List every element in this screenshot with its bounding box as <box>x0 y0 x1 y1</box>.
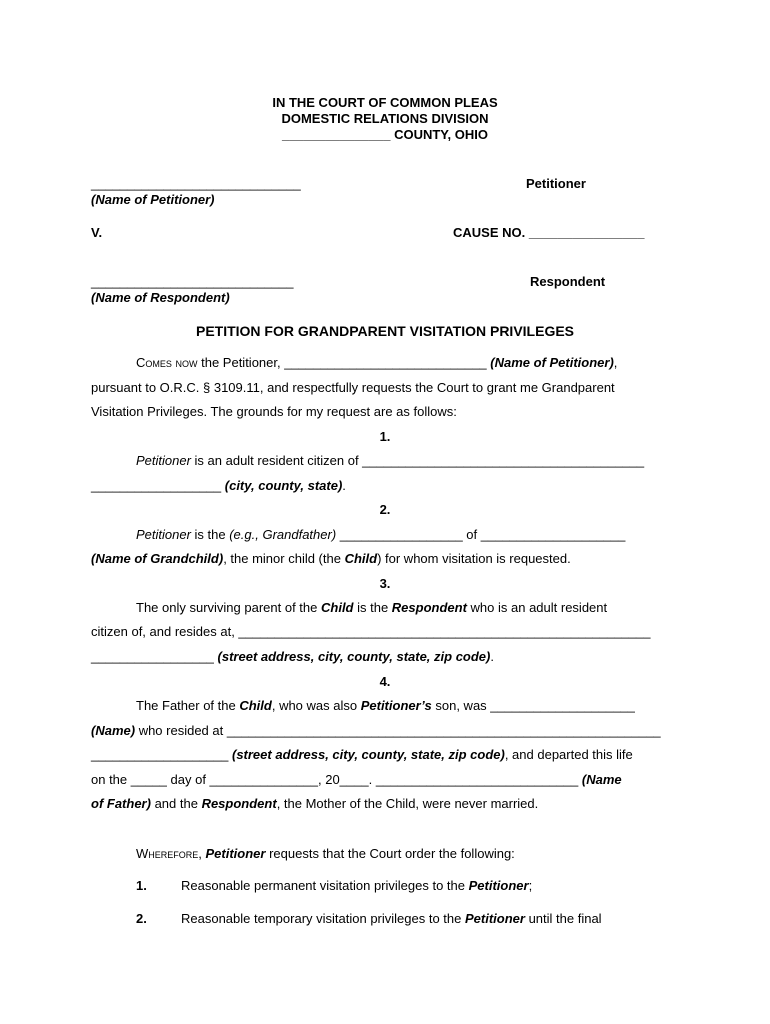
versus-label: V. <box>91 225 103 240</box>
respondent-name-line: ____________________________ <box>91 274 294 289</box>
section-3-line-3: _________________ (street address, city, county, state, zip code). <box>91 649 494 664</box>
section-2-line-2: (Name of Grandchild), the minor child (the Child) for whom visitation is requested. <box>91 551 571 566</box>
intro-line-3: Visitation Privileges. The grounds for my request are as follows: <box>91 404 457 419</box>
section-1-number: 1. <box>379 429 391 444</box>
section-2-number: 2. <box>379 502 391 517</box>
section-2-line-1: Petitioner is the (e.g., Grandfather) _________________ of ____________________ <box>136 527 626 542</box>
section-4-line-2: (Name) who resided at ____________________________________________________________ <box>91 723 661 738</box>
section-1-line-2: __________________ (city, county, state). <box>91 478 346 493</box>
cause-number: CAUSE NO. ________________ <box>453 225 645 240</box>
intro-line-1: Comes now the Petitioner, ____________________________ (Name of Petitioner), <box>136 355 618 370</box>
section-4-line-3: ___________________ (street address, city, county, state, zip code), and departed this life <box>91 747 633 762</box>
respondent-label: Respondent <box>530 274 606 289</box>
order-1-number: 1. <box>136 878 147 893</box>
wherefore-clause: Wherefore, Petitioner requests that the Court order the following: <box>136 846 515 861</box>
section-1-line-1: Petitioner is an adult resident citizen of _______________________________________ <box>136 453 645 468</box>
petitioner-name-line: _____________________________ <box>91 176 301 191</box>
court-name: IN THE COURT OF COMMON PLEAS <box>272 95 498 110</box>
section-4-line-1: The Father of the Child, who was also Petitioner’s son, was ____________________ <box>136 698 635 713</box>
petitioner-name-hint: (Name of Petitioner) <box>91 192 215 207</box>
court-county: _______________ COUNTY, OHIO <box>282 127 488 142</box>
section-3-number: 3. <box>379 576 391 591</box>
court-division: DOMESTIC RELATIONS DIVISION <box>281 111 489 126</box>
section-3-line-2: citizen of, and resides at, _________________________________________________________ <box>91 624 651 639</box>
section-3-line-1: The only surviving parent of the Child is the Respondent who is an adult resident <box>136 600 608 615</box>
order-2-text: Reasonable temporary visitation privileges to the Petitioner until the final <box>181 911 602 926</box>
document-title: PETITION FOR GRANDPARENT VISITATION PRIVILEGES <box>195 323 575 339</box>
respondent-name-hint: (Name of Respondent) <box>91 290 230 305</box>
intro-line-2: pursuant to O.R.C. § 3109.11, and respectfully requests the Court to grant me Grandparent <box>91 380 615 395</box>
section-4-line-4: on the _____ day of _______________, 20____. ____________________________ (Name <box>91 772 622 787</box>
petitioner-label: Petitioner <box>526 176 586 191</box>
order-2-number: 2. <box>136 911 147 926</box>
order-1-text: Reasonable permanent visitation privileges to the Petitioner; <box>181 878 533 893</box>
section-4-number: 4. <box>379 674 391 689</box>
section-4-line-5: of Father) and the Respondent, the Mother of the Child, were never married. <box>91 796 539 811</box>
